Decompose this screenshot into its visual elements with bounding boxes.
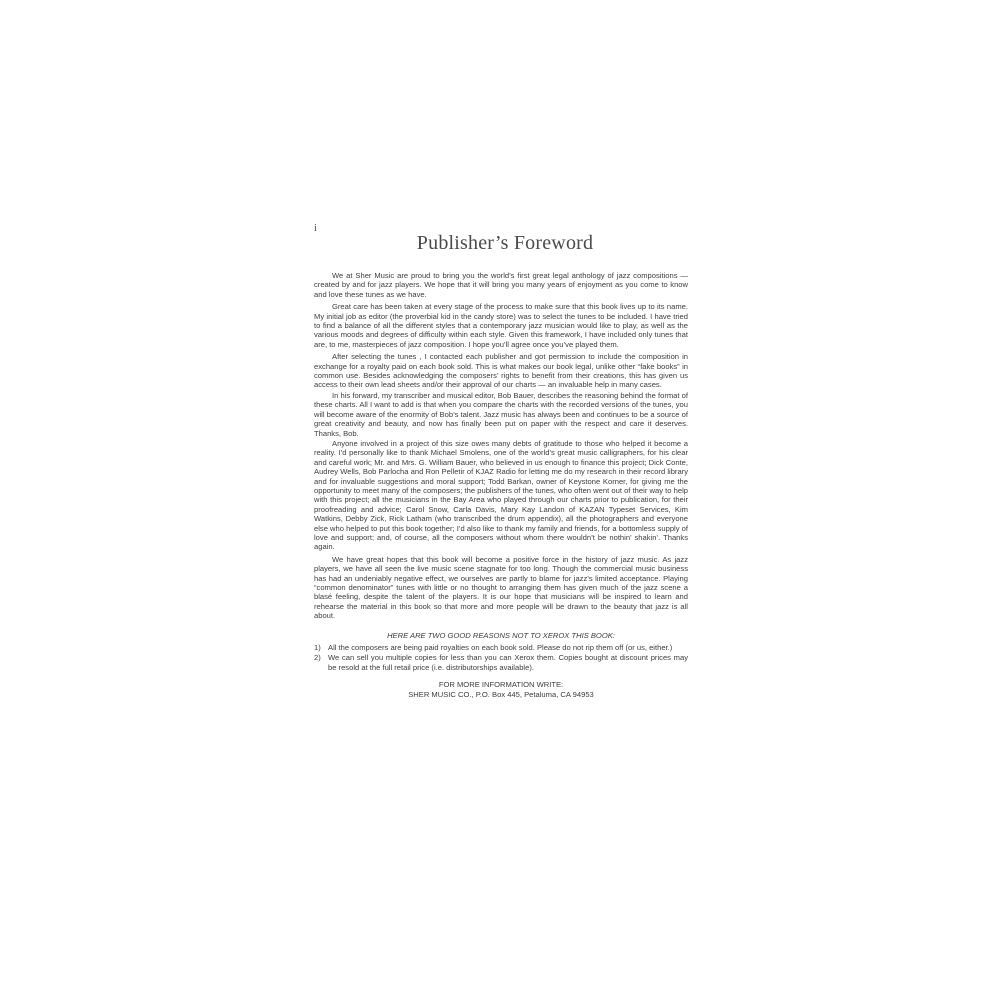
paragraph-editor: In his forward, my transcriber and musical editor, Bob Bauer, describes the reasoning behind the format of these charts. All I want to add is that when you compare the charts with the recorded versions of the tunes, you will become aware of the enormity of Bob’s talent. Jazz music has always been and continues to be a source of great creativity and beauty, and now has finally been put on paper with the respect and care it deserves. Thanks, Bob. <box>314 390 688 438</box>
paragraph-permissions: After selecting the tunes , I contacted each publisher and got permission to include the composition in exchange for a royalty paid on each book sold. This is what makes our book legal, unlike other “fake books” in common use. Besides acknowledging the composers’ rights to benefit from their creations, this has given us access to their own lead sheets and/or their approval of our charts — an invaluable help in many cases. <box>314 352 688 390</box>
reasons-heading: HERE ARE TWO GOOD REASONS NOT TO XEROX THIS BOOK: <box>387 630 615 640</box>
page-number: i <box>314 222 318 234</box>
reason-item <box>314 643 688 652</box>
reason-text: We can sell you multiple copies for less than you can Xerox them. Copies bought at discount prices may be resold at the full retail price (i.e. distributorships available). <box>328 653 688 672</box>
contact-heading: FOR MORE INFORMATION WRITE: <box>438 680 564 690</box>
document-page <box>314 222 688 700</box>
paragraph-intro: We at Sher Music are proud to bring you the world’s first great legal anthology of jazz compositions — created by and for jazz players. We hope that it will bring you many years of enjoyment as you come to know and love these tunes as we have. <box>314 271 688 299</box>
reason-text: All the composers are being paid royalties on each book sold. Please do not rip them off (or us, either.) <box>328 643 673 653</box>
foreword-body <box>314 271 688 621</box>
reason-item <box>314 653 688 672</box>
paragraph-acknowledgements: Anyone involved in a project of this size owes many debts of gratitude to those who helped it become a reality. I’d personally like to thank Michael Smolens, one of the world’s great music calligraphers, for his clear and careful work; Mr. and Mrs. G. William Bauer, who believed in us enough to finance this project; Dick Conte, Audrey Wells, Bob Parlocha and Ron Pelletir of KJAZ Radio for letting me do my research in their record library and for invaluable suggestions and moral support; Todd Barkan, owner of Keystone Korner, for giving me the opportunity to meet many of the composers; the publishers of the tunes, who often went out of their way to help with this project; all the musicians in the Bay Area who played through our charts prior to publication, for their proofreading and advice; Carol Snow, Carla Davis, Mary Kay Landon of KAZAN Typeset Services, Kim Watkins, Debby Zick, Rick Latham (who transcribed the drum appendix), all the photographers and everyone else who helped to put this book together; I’d also like to thank my family and friends, for a bottomless supply of love and support; and, of course, all the composers without whom there wouldn’t be nothin’ shakin’. Thanks again. <box>314 438 688 552</box>
page-title: Publisher’s Foreword <box>416 232 594 254</box>
reasons-list <box>314 643 688 672</box>
paragraph-selection: Great care has been taken at every stage of the process to make sure that this book lives up to its name. My initial job as editor (the proverbial kid in the candy store) was to select the tunes to be included. I have tried to find a balance of all the different styles that a contemporary jazz musician would like to play, as well as the various moods and degrees of difficulty within each style. Given this framework, I have included only tunes that are, to me, masterpieces of jazz composition. I hope you’ll agree once you’ve played them. <box>314 302 688 349</box>
contact-address: SHER MUSIC CO., P.O. Box 445, Petaluma, CA 94953 <box>408 690 594 700</box>
paragraph-hopes: We have great hopes that this book will become a positive force in the history of jazz music. As jazz players, we have all seen the live music scene stagnate for too long. Though the commercial music business has had an undeniably negative effect, we ourselves are partly to blame for jazz’s limited acceptance. Playing “common denominator” tunes with little or no thought to arranging them has given much of the jazz scene a blasé feeling, despite the talent of the players. It is our hope that musicians will be inspired to learn and rehearse the material in this book so that more and more people will be drawn to the beauty that jazz is all about. <box>314 554 688 621</box>
reason-number: 1) <box>314 643 321 653</box>
contact-block <box>314 680 688 700</box>
reason-number: 2) <box>314 653 321 663</box>
